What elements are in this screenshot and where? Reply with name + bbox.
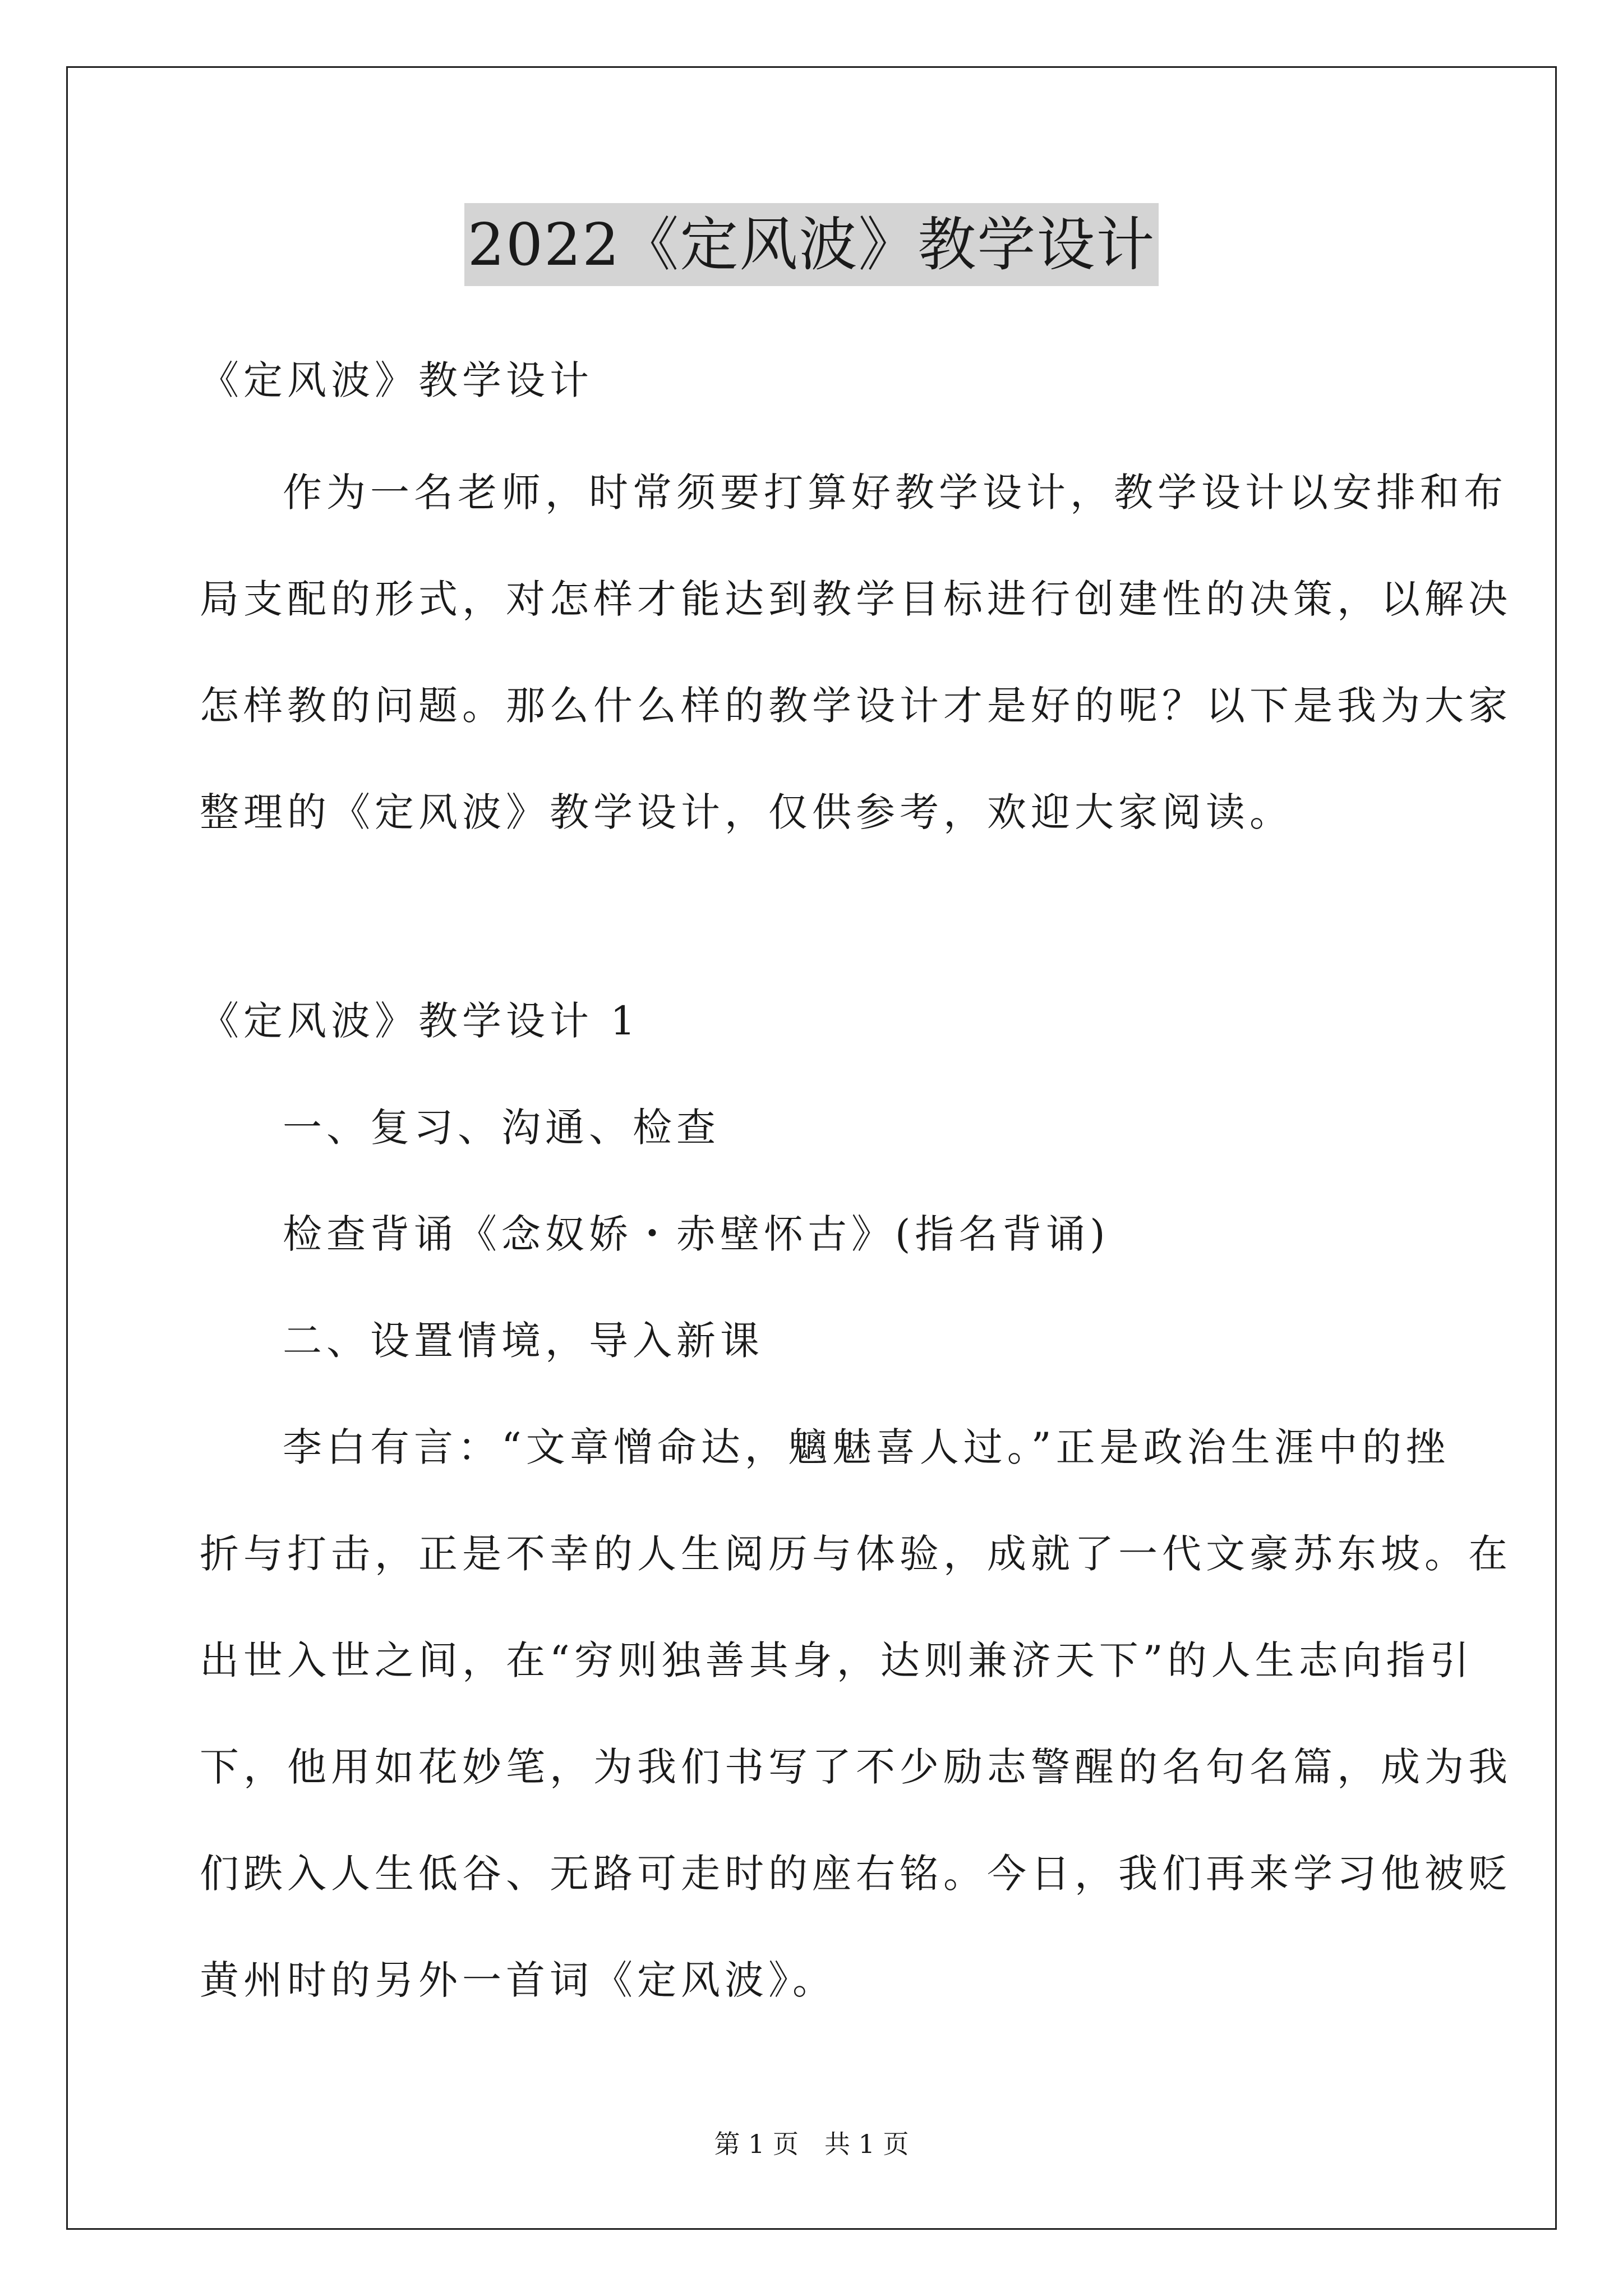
body-line: 们跌入人生低谷、无路可走时的座右铭。今日，我们再来学习他被贬 — [200, 1851, 1512, 1897]
step2-heading: 二、设置情境，导入新课 — [283, 1318, 764, 1364]
document-subtitle: 《定风波》教学设计 — [200, 357, 593, 403]
step1-heading: 一、复习、沟通、检查 — [283, 1105, 720, 1151]
body-line: 黄州时的另外一首词《定风波》。 — [200, 1957, 836, 2003]
body-line: 李白有言：“文章憎命达，魑魅喜人过。”正是政治生涯中的挫 — [283, 1424, 1450, 1470]
intro-line: 整理的《定风波》教学设计，仅供参考，欢迎大家阅读。 — [200, 789, 1293, 835]
title-wrap — [0, 203, 1623, 286]
intro-line: 作为一名老师，时常须要打算好教学设计，教学设计以安排和布 — [283, 470, 1507, 516]
section-heading: 《定风波》教学设计 1 — [200, 998, 640, 1044]
body-line: 下，他用如花妙笔，为我们书写了不少励志警醒的名句名篇，成为我 — [200, 1744, 1512, 1790]
intro-line: 局支配的形式，对怎样才能达到教学目标进行创建性的决策，以解决 — [200, 576, 1512, 622]
page-footer: 第 1 页 共 1 页 — [714, 2129, 909, 2159]
body-line: 折与打击，正是不幸的人生阅历与体验，成就了一代文豪苏东坡。在 — [200, 1531, 1512, 1577]
body-line: 出世入世之间，在“穷则独善其身，达则兼济天下”的人生志向指引 — [200, 1637, 1474, 1683]
document-title: 2022《定风波》教学设计 — [464, 203, 1159, 286]
step1-text: 检查背诵《念奴娇・赤壁怀古》(指名背诵) — [283, 1211, 1110, 1257]
intro-line: 怎样教的问题。那么什么样的教学设计才是好的呢？以下是我为大家 — [200, 683, 1512, 729]
